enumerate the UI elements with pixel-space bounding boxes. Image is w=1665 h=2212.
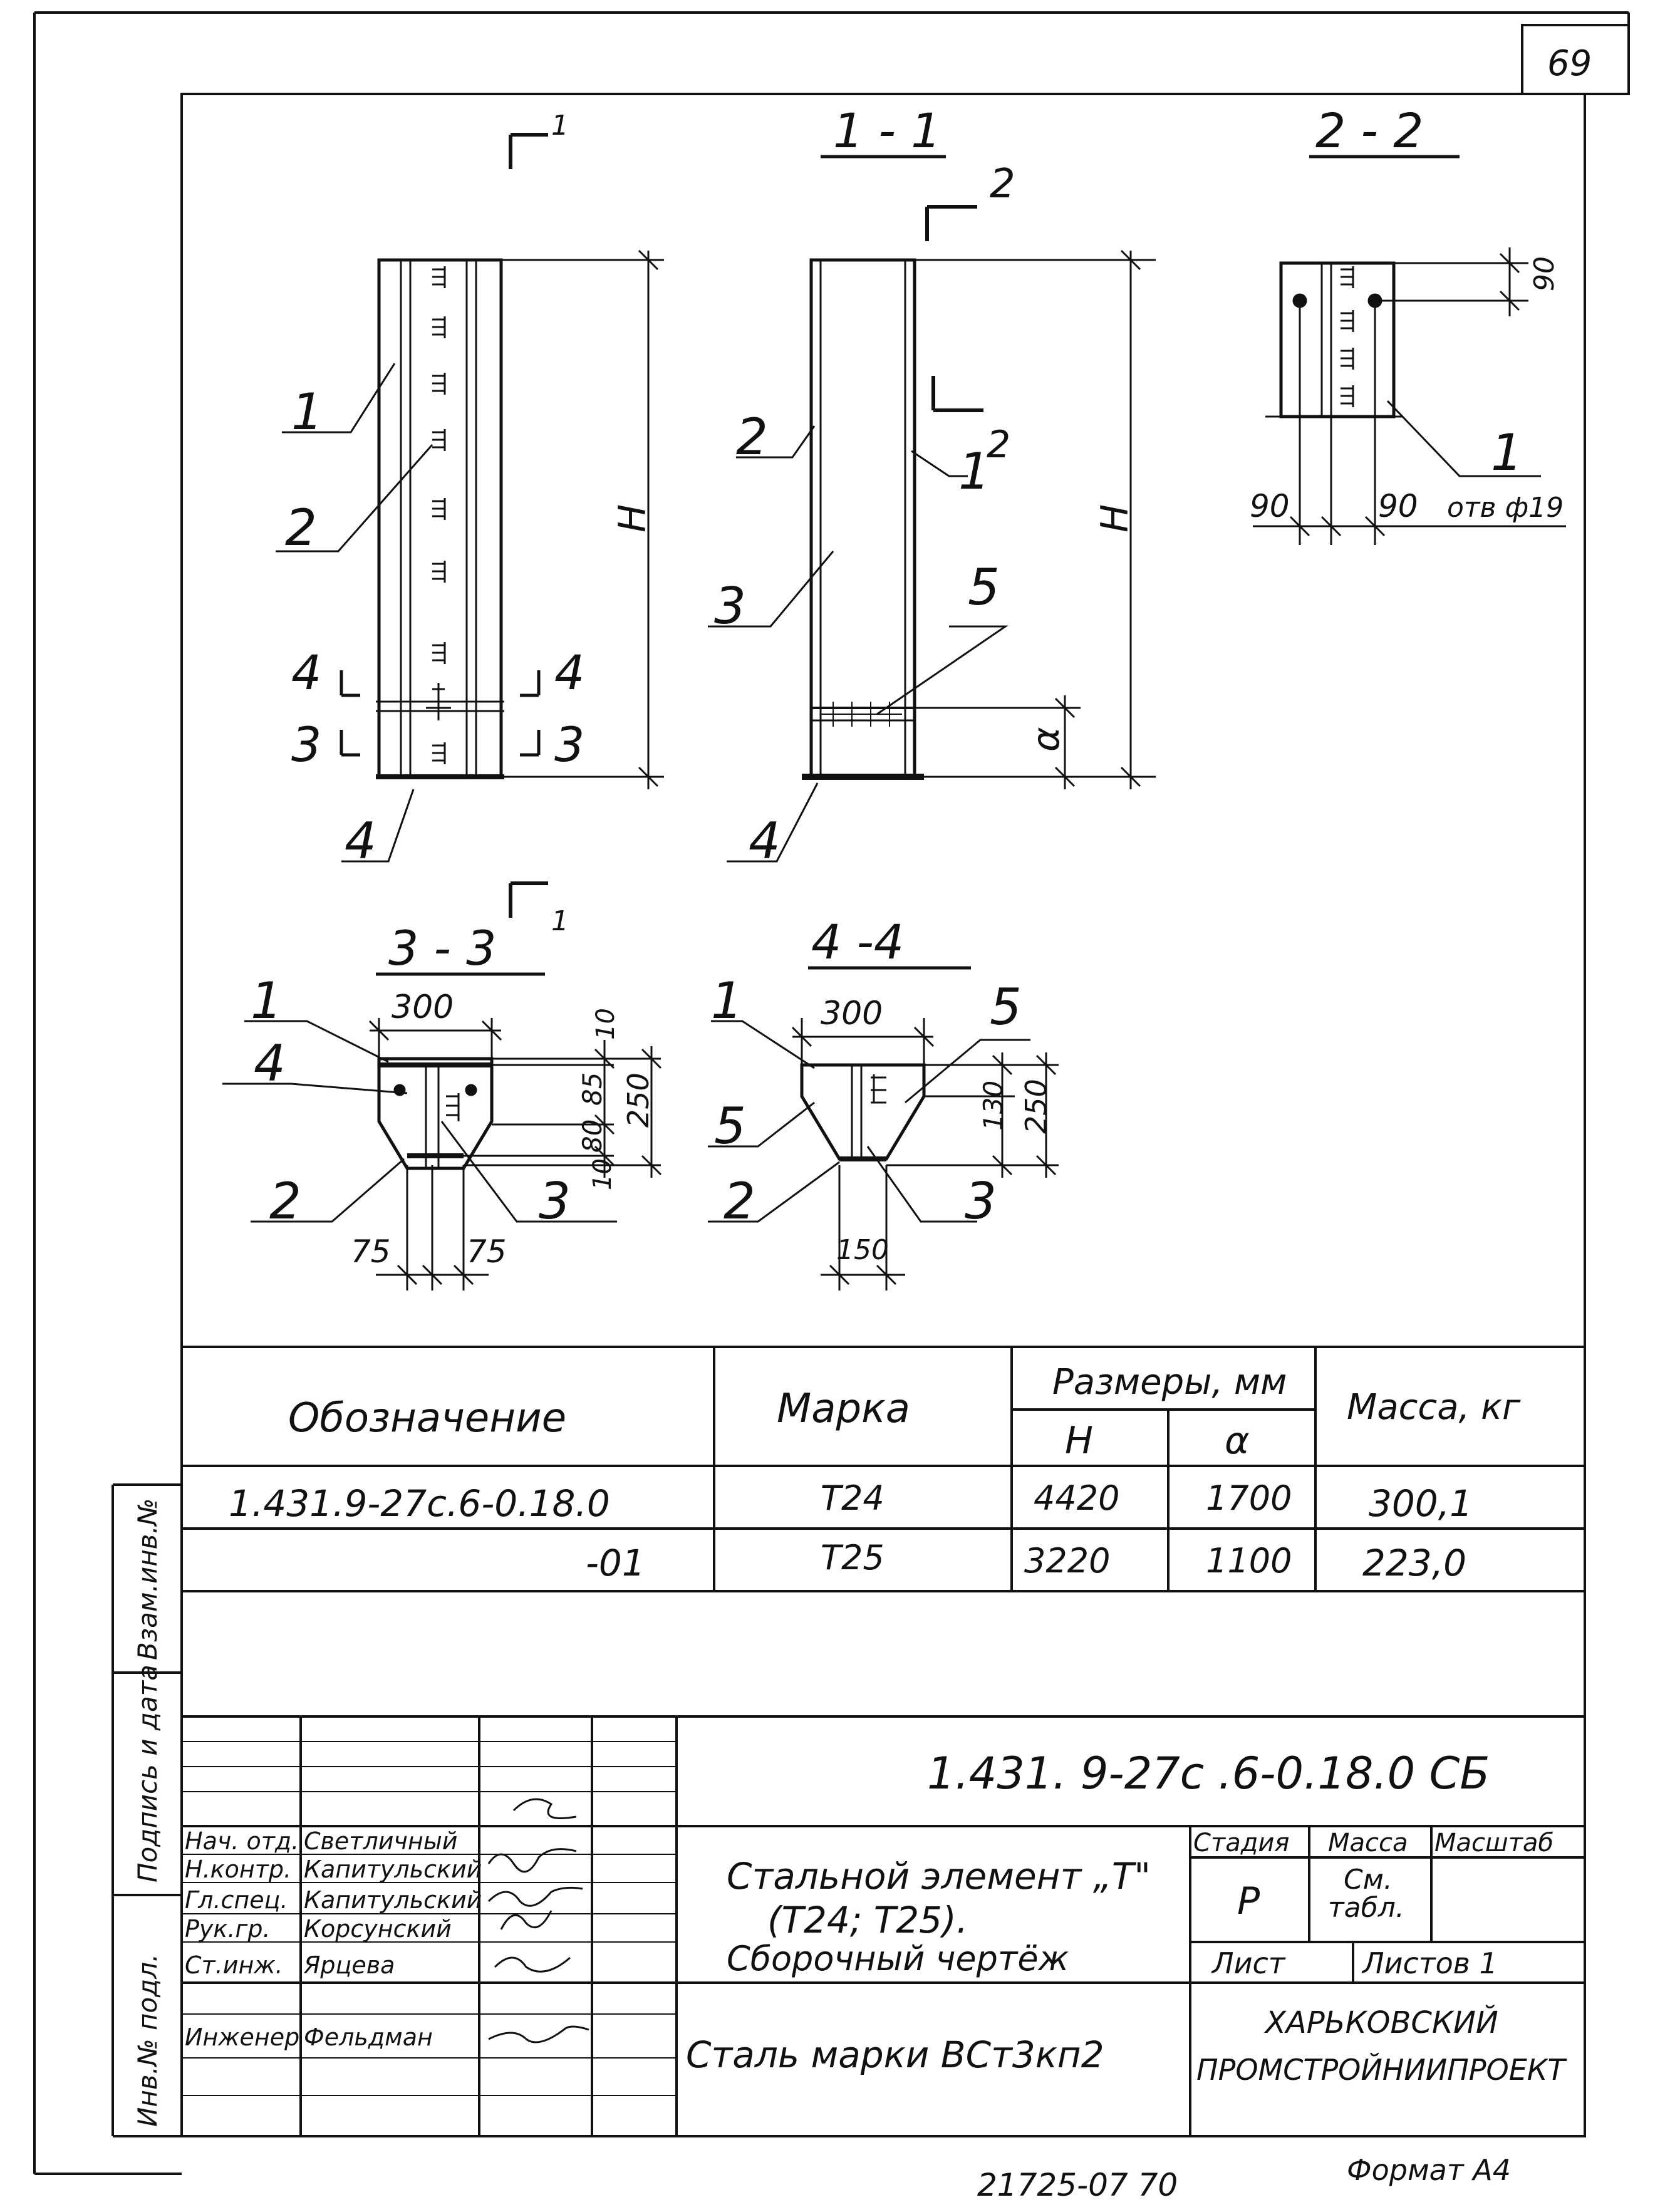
front-H-label: H (611, 504, 655, 532)
side-stamp-vzam-inv: Взам.инв.№ (132, 1498, 163, 1660)
section-3-3-dim-80: 80 (577, 1119, 608, 1153)
section-3-3-dim-75-right: 75 (467, 1233, 507, 1270)
section-2-2-dim-90-vertical: 90 (1528, 256, 1560, 291)
section-3-3-callout-1: 1 (251, 972, 283, 1030)
name-5: Ярцева (304, 1951, 395, 1979)
front-cut-mark-1-bottom: 1 (551, 905, 569, 937)
org-line1: ХАРЬКОВСКИЙ (1265, 2005, 1498, 2040)
name-2: Капитульский (304, 1856, 482, 1883)
section-3-3-title: 3 - 3 (388, 920, 497, 976)
section-3-3-callout-4: 4 (254, 1034, 286, 1093)
section-2-2-callout-1: 1 (1491, 423, 1523, 482)
footer-format: Формат А4 (1347, 2153, 1511, 2187)
front-cut-4-right: 4 (554, 645, 585, 700)
section-3-3-dim-75-left: 75 (351, 1233, 391, 1270)
section-1-1-title: 1 - 1 (833, 103, 941, 158)
stage-label: Стадия (1193, 1829, 1290, 1857)
signatures (489, 1799, 589, 2042)
product-title-line3: Сборочный чертёж (727, 1939, 1069, 1978)
side-stamp-inv-podl: Инв.№ подл. (132, 1953, 163, 2127)
table-header-sizes: Размеры, мм (1052, 1362, 1287, 1403)
product-title-line1: Стальной элемент „Т" (727, 1855, 1151, 1898)
front-callout-1: 1 (291, 383, 323, 441)
section-3-3-dim-85: 85 (577, 1072, 608, 1106)
scale-label: Масштаб (1434, 1829, 1554, 1857)
name-1: Светличный (304, 1827, 458, 1855)
role-7: Инженер (185, 2023, 300, 2051)
role-5: Ст.инж. (185, 1951, 283, 1979)
role-1: Нач. отд. (185, 1827, 299, 1855)
front-cut-4-left: 4 (291, 645, 322, 700)
section-3-3-callout-3: 3 (539, 1172, 571, 1230)
section-1-1-callout-5: 5 (968, 558, 1000, 616)
section-1-1-callout-2: 2 (736, 408, 768, 466)
section-2-2-hole-label: отв ф19 (1447, 492, 1564, 524)
section-2-2-dim-90-right: 90 (1378, 488, 1418, 524)
section-4-4-dim-150: 150 (836, 1234, 889, 1266)
section-2-2-title: 2 - 2 (1315, 103, 1424, 158)
front-cut-mark-1-top: 1 (551, 110, 569, 142)
role-3: Гл.спец. (185, 1886, 288, 1914)
table-header-designation: Обозначение (288, 1395, 567, 1441)
org-line2: ПРОМСТРОЙНИИПРОЕКТ (1196, 2053, 1565, 2087)
table-row-2-a: 1100 (1206, 1541, 1292, 1581)
material: Сталь марки ВСт3кп2 (686, 2033, 1104, 2076)
stage-value: Р (1237, 1879, 1260, 1923)
section-4-4-callout-5-left: 5 (714, 1097, 746, 1155)
section-2-2-dim-90-left: 90 (1250, 488, 1290, 524)
section-4-4-dim-130: 130 (978, 1080, 1009, 1131)
section-3-3-dim-10-bottom: 10 (588, 1158, 617, 1190)
table-row-2-designation: -01 (586, 1542, 645, 1584)
table-row-2-mass: 223,0 (1362, 1542, 1467, 1584)
section-1-1-callout-1: 1 (958, 442, 990, 501)
table-row-1-a: 1700 (1206, 1478, 1292, 1518)
section-3-3-callout-2: 2 (269, 1172, 301, 1230)
table-row-1-H: 4420 (1034, 1478, 1120, 1518)
table-row-2-mark: Т25 (821, 1538, 884, 1577)
front-callout-2: 2 (285, 499, 317, 557)
mass-value-1: См. (1344, 1864, 1393, 1896)
section-1-1-cut-2-top: 2 (990, 161, 1015, 207)
front-callout-4: 4 (345, 812, 376, 870)
section-4-4-title: 4 -4 (811, 914, 905, 970)
section-4-4-callout-2: 2 (724, 1172, 755, 1230)
section-1-1-H-label: H (1093, 504, 1137, 532)
section-4-4-dim-250: 250 (1019, 1079, 1053, 1134)
table-row-2-H: 3220 (1024, 1541, 1111, 1581)
name-4: Корсунский (304, 1915, 452, 1943)
section-3-3-dim-10-top: 10 (591, 1008, 620, 1040)
section-3-3-dim-250: 250 (621, 1072, 655, 1128)
section-1-1-cut-2-mid: 2 (987, 423, 1011, 467)
product-title-line2: (Т24; Т25). (767, 1899, 968, 1941)
section-1-1 (708, 157, 1156, 861)
mass-label: Масса (1328, 1829, 1408, 1857)
sheets-label: Листов 1 (1362, 1946, 1498, 1980)
role-2: Н.контр. (185, 1856, 292, 1883)
table-header-a: α (1225, 1419, 1250, 1463)
section-3-3-dim-300: 300 (392, 989, 454, 1026)
role-4: Рук.гр. (185, 1915, 271, 1943)
section-4-4-callout-3: 3 (965, 1172, 997, 1230)
mass-value-2: табл. (1328, 1892, 1404, 1924)
table-row-1-designation: 1.431.9-27с.6-0.18.0 (229, 1482, 610, 1525)
sheet-label: Лист (1212, 1946, 1285, 1980)
side-stamp-signature-date: Подпись и дата (132, 1664, 163, 1882)
doc-code: 1.431. 9-27с .6-0.18.0 СБ (927, 1748, 1490, 1799)
table-row-1-mark: Т24 (821, 1478, 884, 1518)
sheet-number: 69 (1547, 43, 1592, 84)
table-row-1-mass: 300,1 (1369, 1482, 1473, 1525)
section-4-4-dim-300: 300 (821, 995, 883, 1032)
section-2-2 (1253, 157, 1566, 545)
name-3: Капитульский (304, 1886, 482, 1914)
table-header-mass: Масса, кг (1347, 1387, 1521, 1428)
section-4-4-callout-5-right: 5 (990, 978, 1022, 1036)
front-cut-3-left: 3 (291, 717, 322, 772)
name-7: Фельдман (304, 2023, 433, 2051)
section-4-4-callout-1: 1 (711, 972, 743, 1030)
front-cut-3-right: 3 (554, 717, 585, 772)
table-header-mark: Марка (777, 1386, 910, 1432)
section-1-1-callout-3: 3 (714, 577, 746, 635)
section-1-1-callout-4: 4 (749, 812, 781, 870)
footer-inventory: 21725-07 70 (977, 2167, 1178, 2203)
table-header-H: Н (1065, 1419, 1094, 1463)
section-1-1-a-label: α (1024, 727, 1068, 752)
front-elevation (276, 135, 664, 918)
